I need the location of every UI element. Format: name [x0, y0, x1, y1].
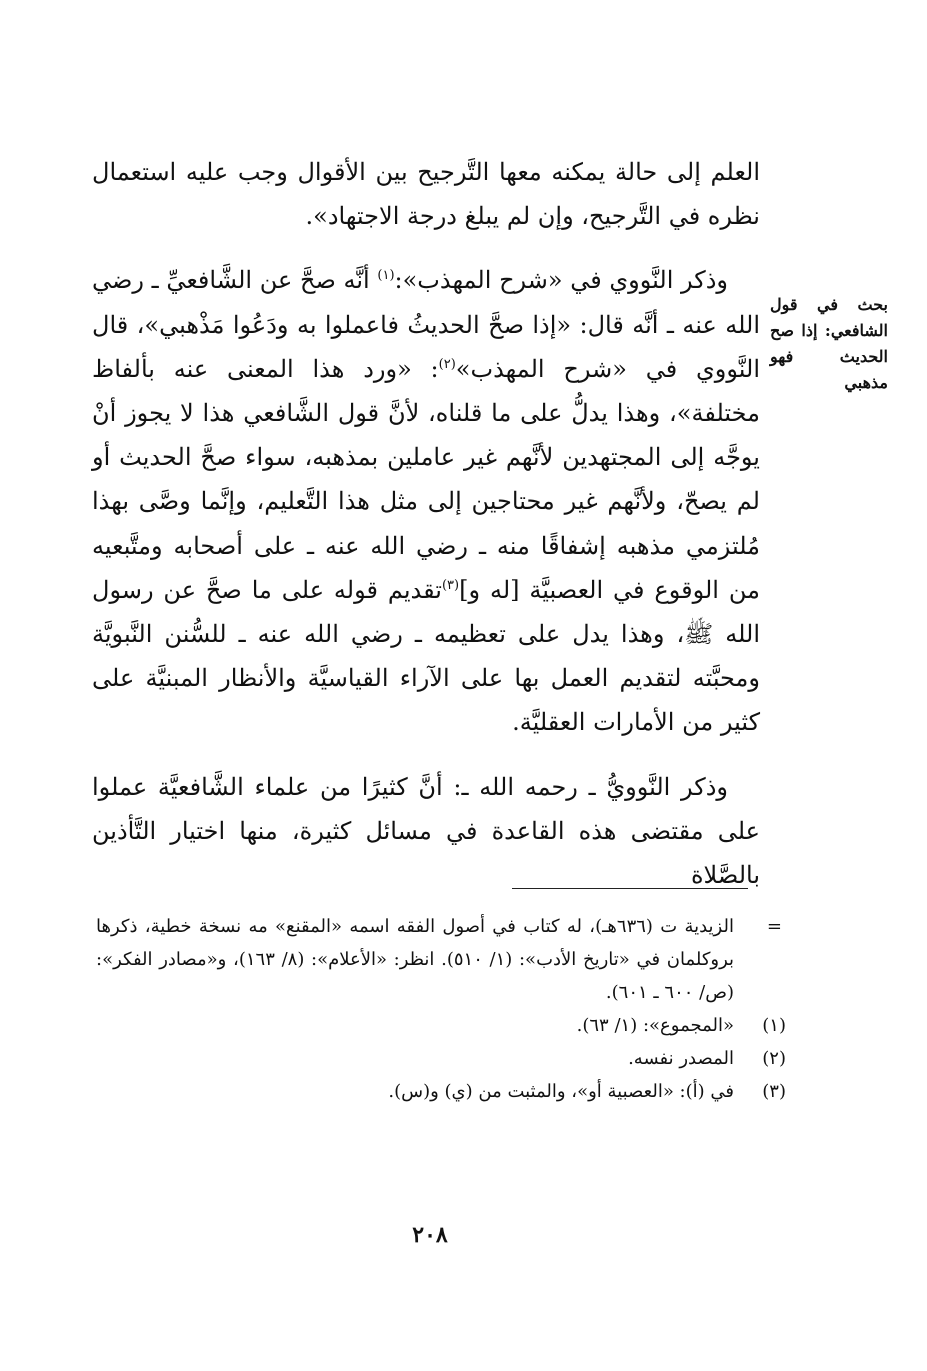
main-text: [92, 150, 760, 897]
footnote-2-number: (٢): [762, 1048, 786, 1069]
footnote-ref-2[interactable]: (٢): [438, 356, 456, 372]
paragraph-3: وذكر النَّوويُّ ـ رحمه الله ـ: أنَّ كثيرًا من علماء الشَّافعيَّة عملوا على مقتضى هذه القاعدة في مسائل كثيرة، منها اختيار التَّأذين بالصَّلاة: [92, 772, 760, 890]
footnote-separator: [512, 888, 748, 889]
footnote-2: [96, 1042, 786, 1075]
footnote-3-text: في (أ): «العصبية أو»، والمثبت من (ي) و(س).: [388, 1081, 734, 1102]
paragraph-2-part-a: وذكر النَّووي في «شرح المهذب»:: [394, 266, 728, 295]
footnote-ref-1[interactable]: (١): [377, 268, 395, 284]
paragraph-1: العلم إلى حالة يمكنه معها التَّرجيح بين الأقوال وجب عليه استعمال نظره في التَّرجيح، وإن لم يبلغ درجة الاجتهاد».: [92, 158, 761, 231]
footnote-1-text: «المجموع»: (١/ ٦٣).: [576, 1015, 734, 1036]
paragraph-2: [92, 258, 760, 744]
footnote-continuation: [96, 910, 786, 1009]
paragraph-2-part-c: : «ورد هذا المعنى عنه بألفاظ مختلفة»، وهذا يدلُّ على ما قلناه، لأنَّ قول الشَّافعي هذا لا يجوز أنْ يوجَّه إلى المجتهدين لأنَّهم غير عاملين بمذهبه، سواء صحَّ الحديث أو لم يصحّ، ولأنَّهم غير محتاجين إلى مثل هذا التَّعليم، وإنَّما وصَّى بهذا مُلتزمي مذهبه إشفاقًا منه ـ رضي الله عنه ـ على أصحابه ومتَّبعيه من الوقوع في العصبيَّة [له و]: [92, 354, 761, 604]
paragraph-2-part-b: أنَّه صحَّ عن الشَّافعيِّ ـ رضي الله عنه ـ أنَّه قال: «إذا صحَّ الحديثُ فاعملوا به ودَعُوا مَذْهبي»، قال النَّووي في «شرح المهذب»: [92, 266, 761, 383]
footnote-ref-3[interactable]: (٣): [441, 577, 460, 593]
page-number: ٢٠٨: [412, 1222, 448, 1248]
margin-heading: بحث في قول الشافعي: إذا صح الحديث فهو مذهبي: [770, 295, 888, 392]
footnote-3-number: (٣): [762, 1081, 786, 1102]
footnote-1-number: (١): [762, 1015, 786, 1036]
footnote-1: [96, 1009, 786, 1042]
footnote-2-text: المصدر نفسه.: [628, 1048, 734, 1069]
continuation-marker: =: [766, 916, 782, 937]
continuation-text: الزيدية ت (٦٣٦هـ)، له كتاب في أصول الفقه اسمه «المقنع» مه نسخة خطية، ذكرها بروكلمان في «تاريخ الأدب»: (١/ ٥١٠). انظر: «الأعلام»: (٨/ ١٦٣)، و«مصادر الفكر»: (ص/ ٦٠٠ ـ ٦٠١).: [96, 916, 735, 1003]
footnotes: [96, 910, 786, 1108]
paragraph-2-part-d: تقديم قوله على ما صحَّ عن رسول الله ﷺ، وهذا يدل على تعظيمه ـ رضي الله عنه ـ للسُّنن النَّبويَّة ومحبَّته لتقديم العمل بها على الآراء القياسيَّة والأنظار المبنيَّة على كثير من الأمارات العقليَّة.: [92, 575, 760, 737]
footnote-3: [96, 1075, 786, 1108]
